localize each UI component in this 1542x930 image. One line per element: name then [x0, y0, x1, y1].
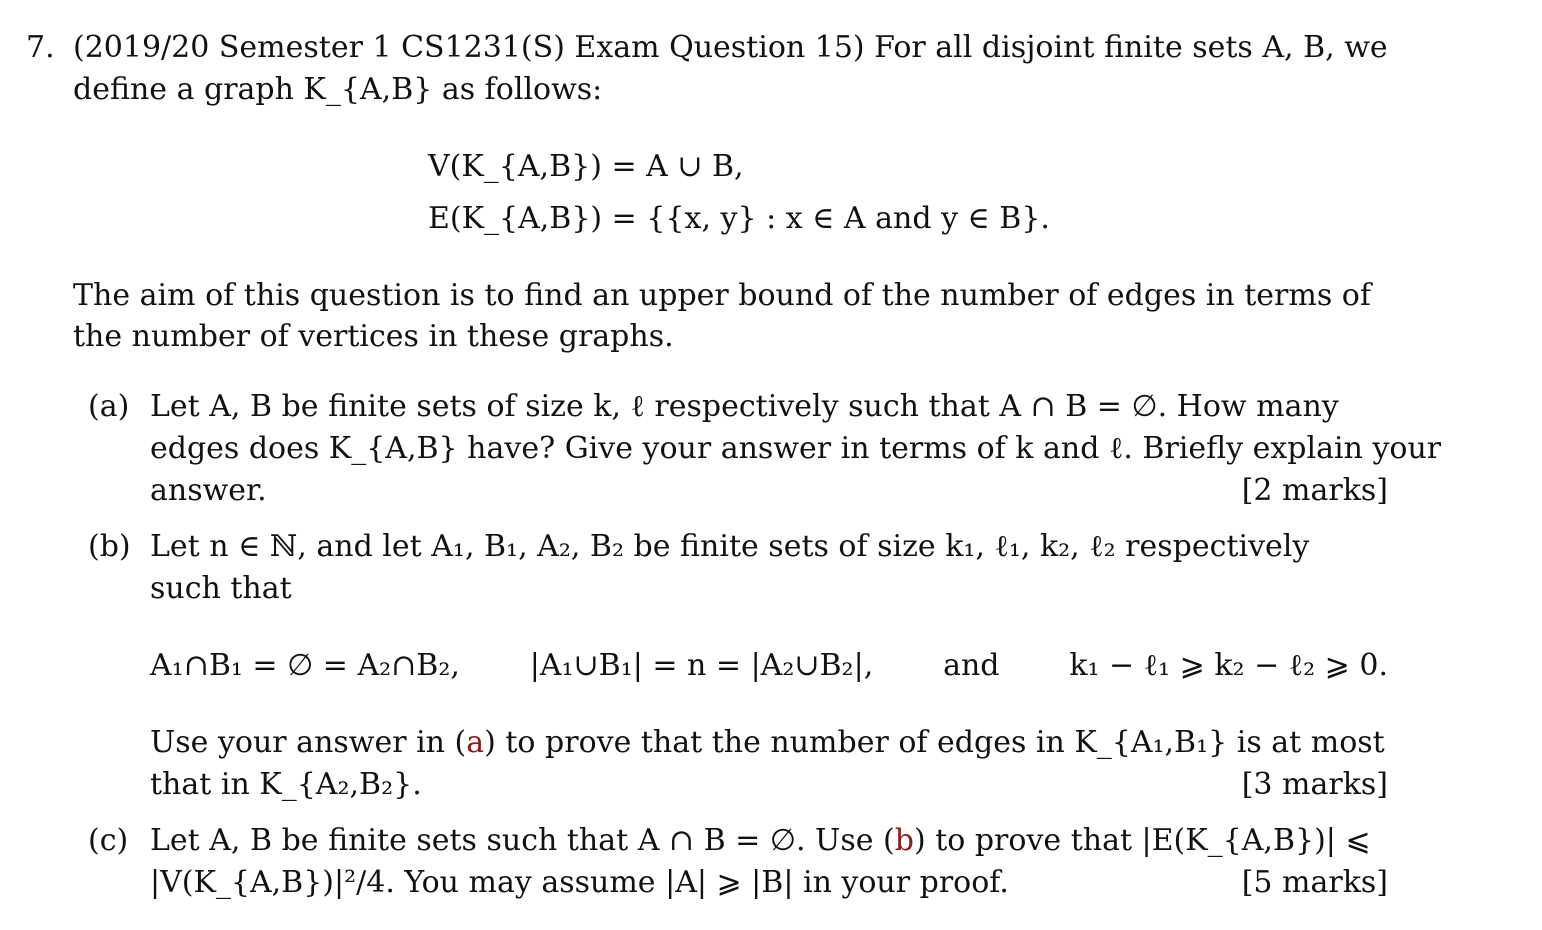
part-b-line-3 — [150, 722, 1385, 763]
part-c-line-2: |V(K_{A,B})|²/4. You may assume |A| ⩾ |B| in your proof. — [150, 865, 1009, 900]
part-a-label: (a) — [88, 389, 130, 424]
part-b-marks: [3 marks] — [1241, 767, 1388, 802]
part-b-use-pre: Use your answer in ( — [150, 725, 467, 760]
aim-line-1: The aim of this question is to find an upper bound of the number of edges in terms of — [73, 278, 1371, 313]
part-c-line-1 — [150, 820, 1371, 861]
question-number: 7. — [26, 30, 55, 65]
vertex-set-definition: V(K_{A,B}) = A ∪ B, — [428, 149, 744, 184]
part-b-label: (b) — [88, 529, 131, 564]
part-a-line-1: Let A, B be finite sets of size k, ℓ respectively such that A ∩ B = ∅. How many — [150, 389, 1339, 424]
part-c-pre: Let A, B be finite sets such that A ∩ B = ∅. Use ( — [150, 823, 895, 858]
part-b-line-4: that in K_{A₂,B₂}. — [150, 767, 422, 802]
part-b-use-post: ) to prove that the number of edges in K_{A₁,B₁} is at most — [484, 725, 1385, 760]
aim-line-2: the number of vertices in these graphs. — [73, 319, 674, 354]
part-a-line-2: edges does K_{A,B} have? Give your answer in terms of k and ℓ. Briefly explain your — [150, 431, 1442, 466]
part-a-line-3: answer. — [150, 473, 267, 508]
part-b-condition-and: and — [943, 648, 1000, 683]
question-intro-line-1: (2019/20 Semester 1 CS1231(S) Exam Question 15) For all disjoint finite sets A, B, we — [73, 30, 1388, 65]
part-b-condition-inequality: k₁ − ℓ₁ ⩾ k₂ − ℓ₂ ⩾ 0. — [1069, 648, 1388, 683]
part-b-line-1: Let n ∈ ℕ, and let A₁, B₁, A₂, B₂ be finite sets of size k₁, ℓ₁, k₂, ℓ₂ respectively — [150, 529, 1310, 564]
part-a-marks: [2 marks] — [1241, 473, 1388, 508]
edge-set-definition: E(K_{A,B}) = {{x, y} : x ∈ A and y ∈ B}. — [428, 201, 1050, 236]
part-b-condition-size: |A₁∪B₁| = n = |A₂∪B₂|, — [529, 648, 874, 683]
part-c-marks: [5 marks] — [1241, 865, 1388, 900]
part-b-line-2: such that — [150, 571, 292, 606]
part-a-reference-link[interactable]: a — [466, 725, 485, 760]
part-b-conditions — [150, 645, 1388, 686]
part-c-post: ) to prove that |E(K_{A,B})| ⩽ — [913, 823, 1371, 858]
part-c-label: (c) — [88, 823, 129, 858]
question-intro-line-2: define a graph K_{A,B} as follows: — [73, 72, 603, 107]
part-b-reference-link[interactable]: b — [894, 823, 914, 858]
part-b-condition-disjoint: A₁∩B₁ = ∅ = A₂∩B₂, — [150, 648, 460, 683]
